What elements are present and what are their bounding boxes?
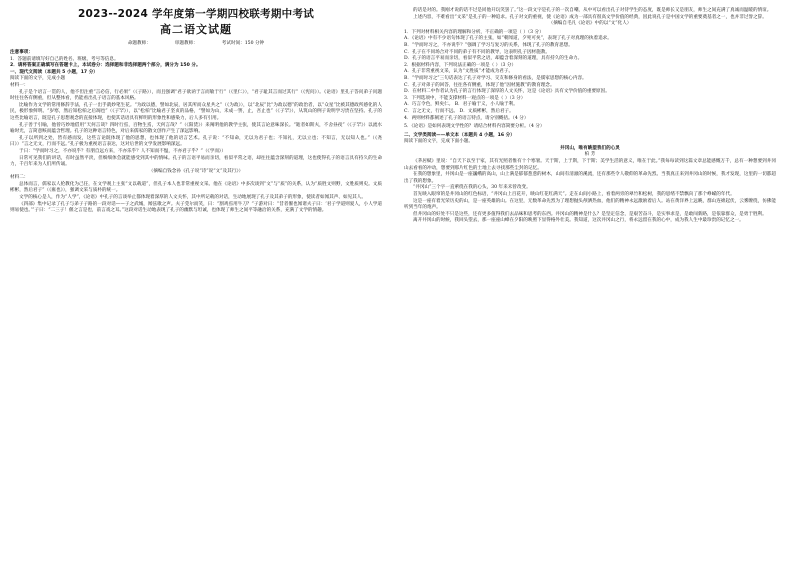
- exam-meta: [10, 40, 382, 47]
- material2-cont: 上述内容，不难看出“文采”是孔子的一种追求。孔子对文的重视，使《论语》成为一部具有很高文学价值的经典，因此说孔子是中国文学的重要奠基者之一，也并非过誉之辞。: [413, 14, 767, 20]
- story-para: 但井冈山的好处不只是这些，还有更多值得我们去品味和思考的东西。井冈山的精神是什么？是坚定信念，是艰苦奋斗，是实事求是，是敢闯新路，是依靠群众，是勇于胜利。: [413, 211, 767, 217]
- left-column: [10, 8, 382, 215]
- meta-time: 考试时间：150 分钟: [221, 41, 265, 46]
- section2-intro: 阅读下面的文字，完成下面小题。: [404, 139, 473, 145]
- story-para: 首先映入眼帘的是井冈山的红色标语，“井冈山上百花开，映山红花红满天”。走在山间小路上，看着两旁的翠竹和松树，我的思绪不禁飘向了那个峥嵘的年代。: [413, 192, 735, 198]
- question-line: 2．根据材料内容，下列说法正确的一项是（ ）（3 分）: [404, 62, 517, 68]
- material1-label: 材料一：: [10, 82, 29, 88]
- material2-label: 材料二：: [10, 175, 29, 181]
- option-line: C．孔子在不同场合对不同的弟子有不同的教导，这表明孔子因材施教。: [404, 49, 550, 55]
- question-line: 3．下列选项中，不能支撑材料一观点的一项是（ ）（3 分）: [404, 95, 526, 101]
- material1-para: 孔子善于引喻，他曾巧妙地借用“天何言哉？四时行焉，百物生焉，天何言哉？”（《阳货》）来阐明他的教学主张，使其言论意味深长。“逝者如斯夫，不舍昼夜”（《子罕》）以流水喻时光，言简意赅而蕴含哲理。孔子的这种语言特色，对后来儒家的散文创作产生了深远影响。: [10, 122, 382, 135]
- option-line: D．在材料二中作者认为孔子的言行体现了深厚的人文关怀，这是《论语》具有文学价值的重要原因。: [404, 89, 610, 95]
- story-author: 柏 芳: [584, 152, 596, 158]
- material1-para: 于日：“学而时习之，不亦说乎？有朋自远方来，不亦乐乎？人不知而不愠，不亦君子乎？”（《学而》）: [19, 148, 226, 154]
- section1-title: 一、现代文阅读（本题共 5 小题，17 分）: [10, 69, 98, 75]
- exam-subtitle: 高二语文试题: [160, 23, 232, 36]
- notice-title: 注意事项：: [10, 50, 33, 55]
- material2-para: 《四部》集中记录了孔子与弟子子路的一段对话——子之武城，闻弦歌之声。夫子莞尔而笑，曰：“割鸡焉用牛刀？”子游对曰：“昔者偃也闻诸夫子曰：‘君子学道则爱人，小人学道则易使也。’”子曰：“二三子！偃之言是也，前言戏之耳。”这段对话生动地表现了孔子的幽默与坦诚，也体现了师生之间平等融洽的关系，充满了文学的情趣。: [10, 201, 382, 214]
- option-line: B．“学而时习之，不亦说乎？”强调了学习与复习的关系，体现了孔子的教育思想。: [404, 42, 573, 48]
- story-para: 《茅居赋》里说：“自天下以至于家，其有光照者惟有十个寒暑。天于斯，上于斯，下于斯；美学生活的意义，唯在于此。”我每每读到这篇文章总能感慨万千，总有一种想要到井冈山去看看的冲动，想要到那片红色的土地上去寻找那些尘封的记忆。: [404, 159, 776, 171]
- option-line: A．《论语》中有不少语句体现了孔子的主张，如“朝闻道，夕死可矣”，表现了孔子对真理的执着追求。: [404, 36, 612, 42]
- material1-para: 孔子是个语言一贯的人，他不但注重“言必信，行必果”（《子路》），而且强调“君子欲讷于言而敏于行”（《里仁》），“君子耻其言而过其行”（《宪问》）。《论语》里孔子答问弟子问题时往往各有侧重，但从整体看，仍能看出孔子语言的基本风格。: [10, 89, 382, 102]
- option-line: B．“学而时习之”三句话表达了孔子对学习、交友和修身的看法，是儒家思想的核心内容。: [404, 75, 587, 81]
- exam-title: 2023--2024 学年度第一学期四校联考期中考试: [77, 8, 315, 20]
- section2-title: 二、文学类阅读——单文本（本题共 4 小题，16 分）: [404, 132, 515, 138]
- notice-1: 1．答题前请填写好自己的姓名、班级、考号等信息。: [10, 56, 119, 62]
- material2-cont: 的话是对的。我刚才说的话不过是同他开玩笑罢了。”这一段文字是孔子的一次自嘲，从中可以看出孔子对待学生的态度，既是师长又是朋友，师生之间充满了真诚而温暖的情谊。: [413, 8, 772, 13]
- section1-intro: 阅读下面的文字，完成小题: [10, 76, 66, 82]
- material2-source: （摘编自毛凡《论语》中的以“文”化人）: [548, 21, 632, 27]
- question-line: 1．下列对材料相关内容的理解和分析，不正确的一项是（ ）（3 分）: [404, 29, 544, 35]
- material1-para: 日常可见我们的讲话，有时虽然平淡，但细细体会就能感受到其中的情味。孔子的言语平易而亲切，看似平常之语，却往往蕴含深刻的道理，这也使得孔子的语言具有持久的生命力，千百年来为人们所传诵。: [10, 155, 382, 168]
- story-para: 离开井冈山的时候，我回头望去，那一座座山峰在夕阳的映照下显得格外壮美。我知道，这次井冈山之行，将永远留在我的心中，成为我人生中最珍贵的记忆之一。: [413, 218, 744, 224]
- option-line: C．孔子对弟子的回答，往往各有侧重，体现了他“因材施教”的教育理念。: [404, 82, 555, 88]
- option-line: D．孔子的语言平易而亲切，看似平常之语，却蕴含着深刻的道理，具有持久的生命力。: [404, 56, 583, 62]
- meta-reviewer: 审题教师：: [174, 41, 198, 46]
- material2-para: 文学的核心是人，作为“人学”，《论语》中孔子的言谈举止都体现着深厚的人文关怀，其中所记载的对话，生动地展现了孔子及其弟子的形象，使读者如闻其声、如见其人。: [19, 195, 366, 201]
- right-column: [404, 8, 776, 225]
- notice-2: 2．请将答案正确填写在答题卡上，本试卷分：选择题和非选择题两个部分，满分为 150 分。: [10, 63, 201, 69]
- story-para: “井冈山”三个字一直萦绕在我的心头，30 年来未曾改变。: [413, 185, 531, 191]
- material1-para: 比喻作为文学的常用修辞手法，孔子一出手就妙笔生花。“为政以德，譬如北辰，居其所而众星共之”（《为政》），以“北辰”比“为政以德”的政治者，以“众星”比被其德政所感化的人民，极形象鲜明。“岁寒，然后知松柏之后凋也”（《子罕》），以“松柏”比喻君子坚贞的品格，“譬如为山，未成一篑，止，吾止也”（《子罕》），从筑山的例子说明学习贵在坚持。孔子的这些比喻语言，既是孔子思想观念的直接体现，也使其话语具有鲜明的形象性和感染力，后人多有引用。: [10, 102, 382, 121]
- question-line: 4．两则材料都阐述了孔子的语言特点，请分别概括。（4 分）: [404, 115, 529, 121]
- story-title: 井冈山，唯有眺望我们的心灵: [560, 145, 620, 151]
- option-line: A．孔子非常重视文采，认为“文胜质”才能成为君子。: [404, 69, 514, 75]
- material1-para: 孔子以所到之处，皆有感而发，这些言论既体现了他的思想，也体现了他的语言艺术。孔子说：“不知命，无以为君子也；不知礼，无以立也；不知言，无以知人也。”（《尧曰》）“言之无文，行而不远。”孔子极为重视语言表达，这对后世的文学发展影响深远。: [10, 135, 382, 148]
- story-para: 在我的想象里，井冈山是一座巍峨的高山，山上满是郁郁葱葱的树木，山间有清澈的溪流，还有那些令人敬仰的革命先烈。当我真正来到井冈山的时候，我才发现，这里的一切都超出了我的想象。: [404, 172, 776, 184]
- option-line: A．巧言令色，鲜矣仁。 B．君子喻于义，小人喻于利。: [404, 102, 518, 108]
- meta-author: 命题教师：: [127, 41, 151, 46]
- material2-para: 总体而言，儒家以人伦教化为己任，在文学观上主张“文以载道”，但孔子本人也非常重视文采。他在《论语》中多次谈到“文”与“质”的关系，认为“质胜文则野，文胜质则史。文质彬彬，然后君子”（《雍也》），强调文采与质朴的统一。: [10, 181, 382, 194]
- option-line: C．言之无文，行而不远。 D．文质彬彬，然后君子。: [404, 108, 514, 114]
- story-para: 这是一座有着光荣历史的山，是一座英雄的山。在这里，无数革命先烈为了理想抛头颅洒热血，他们的精神永远激励着后人。站在黄洋界上远眺，群山连绵起伏，云雾缭绕，仿佛能听到当年的炮声。: [404, 198, 776, 211]
- question-line: 5．《论语》是如何表现文学性的？请结合材料内容简要分析。（4 分）: [404, 124, 545, 130]
- material1-source: （摘编自钱念孙《孔子说“诗”说“文”及其行》）: [148, 168, 244, 174]
